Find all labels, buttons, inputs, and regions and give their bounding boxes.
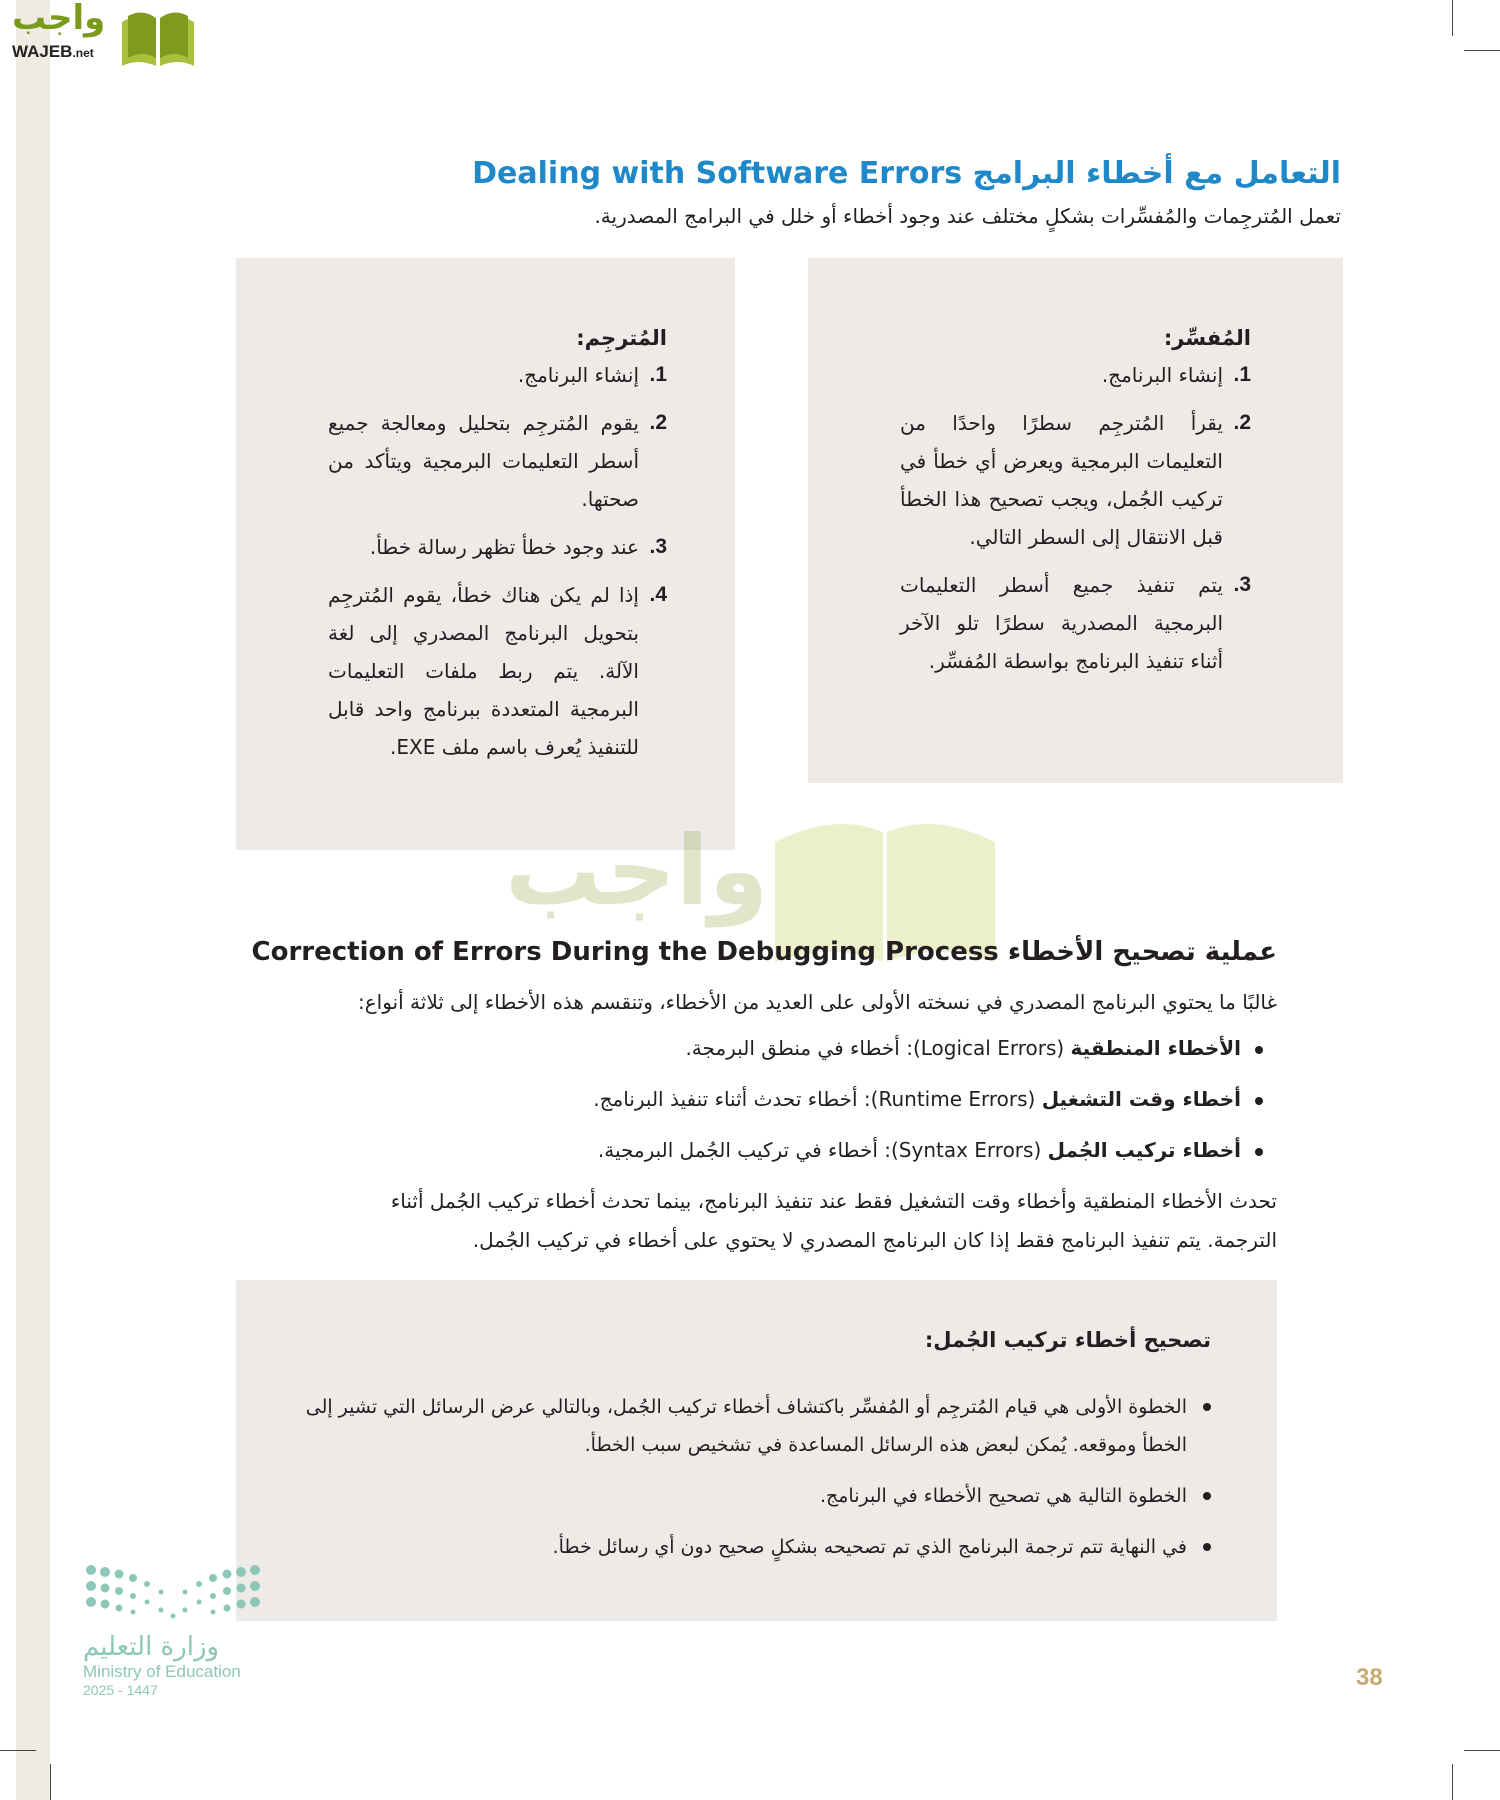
- crop-mark: [1464, 1750, 1500, 1751]
- wajeb-logo: [10, 0, 190, 68]
- ministry-dots-icon: [83, 1564, 263, 1624]
- error-term: أخطاء وقت التشغيل: [1041, 1087, 1241, 1111]
- list-item: [328, 404, 667, 518]
- error-english: (Logical Errors): [912, 1036, 1065, 1060]
- error-type-item: [598, 1138, 1263, 1162]
- list-item: [328, 576, 667, 766]
- section-heading: عملية تصحيح الأخطاء Correction of Errors During the Debugging Process: [251, 937, 1277, 967]
- crop-mark: [0, 1750, 36, 1751]
- item-text: عند وجود خطأ تظهر رسالة خطأ.: [369, 535, 639, 559]
- bullet-icon: [1255, 1046, 1263, 1054]
- list-item: [900, 356, 1251, 394]
- error-term: أخطاء تركيب الجُمل: [1047, 1138, 1241, 1162]
- logo-english-text: WAJEB: [12, 42, 73, 61]
- syntax-fix-heading: تصحيح أخطاء تركيب الجُمل:: [924, 1328, 1211, 1352]
- compiler-heading: المُترجِم:: [576, 326, 667, 350]
- bullet-icon: [1255, 1097, 1263, 1105]
- page-title: التعامل مع أخطاء البرامج Dealing with Software Errors: [472, 156, 1341, 191]
- bullet-icon: [1203, 1403, 1211, 1411]
- syntax-fix-box: [236, 1280, 1277, 1621]
- error-desc: : أخطاء تحدث أثناء تنفيذ البرنامج.: [593, 1087, 871, 1111]
- item-number: 1.: [1233, 363, 1251, 386]
- item-text: إنشاء البرنامج.: [517, 363, 639, 387]
- page-number: 38: [1356, 1664, 1383, 1691]
- svg-text:واجب: واجب: [505, 815, 769, 927]
- list-item: [900, 404, 1251, 556]
- margin-band: [16, 0, 50, 1800]
- bullet-icon: [1255, 1148, 1263, 1156]
- crop-mark: [1452, 0, 1453, 36]
- bullet-text: الخطوة التالية هي تصحيح الأخطاء في البرنامج.: [819, 1485, 1187, 1507]
- item-text: يتم تنفيذ جميع أسطر التعليمات البرمجية المصدرية سطرًا تلو الآخر أثناء تنفيذ البرنامج بواسطة المُفسِّر.: [900, 573, 1223, 673]
- crop-mark: [1464, 50, 1500, 51]
- list-item: [900, 566, 1251, 680]
- logo-english: [12, 42, 94, 62]
- item-number: 4.: [649, 583, 667, 606]
- bullet-item: [553, 1528, 1211, 1566]
- list-item: [328, 528, 667, 566]
- intro-paragraph: غالبًا ما يحتوي البرنامج المصدري في نسخته الأولى على العديد من الأخطاء، وتنقسم هذه الأخطاء إلى ثلاثة أنواع:: [357, 990, 1277, 1014]
- item-number: 2.: [649, 411, 667, 434]
- item-number: 1.: [649, 363, 667, 386]
- error-desc: : أخطاء في منطق البرمجة.: [685, 1036, 913, 1060]
- item-text: إذا لم يكن هناك خطأ، يقوم المُترجِم بتحويل البرنامج المصدري إلى لغة الآلة. يتم ربط ملفات التعليمات البرمجية المتعددة ببرنامج واحد قابل للتنفيذ يُعرف باسم ملف EXE.: [328, 583, 639, 759]
- item-number: 3.: [1233, 573, 1251, 596]
- error-desc: : أخطاء في تركيب الجُمل البرمجية.: [597, 1138, 891, 1162]
- logo-suffix: .net: [72, 46, 94, 60]
- item-number: 2.: [1233, 411, 1251, 434]
- error-type-item: [685, 1036, 1263, 1060]
- item-text: يقوم المُترجِم بتحليل ومعالجة جميع أسطر التعليمات البرمجية ويتأكد من صحتها.: [328, 411, 639, 511]
- compiler-box: [236, 258, 735, 850]
- error-english: (Syntax Errors): [890, 1138, 1042, 1162]
- bullet-icon: [1203, 1492, 1211, 1500]
- ministry-arabic: وزارة التعليم: [83, 1632, 220, 1662]
- page-subtitle: تعمل المُترجِمات والمُفسِّرات بشكلٍ مختلف عند وجود أخطاء أو خلل في البرامج المصدرية.: [594, 204, 1341, 228]
- error-term: الأخطاء المنطقية: [1070, 1036, 1241, 1060]
- bullet-item: [296, 1388, 1211, 1464]
- bullet-icon: [1203, 1543, 1211, 1551]
- error-english: (Runtime Errors): [870, 1087, 1036, 1111]
- list-item: [328, 356, 667, 394]
- logo-arabic: واجب: [12, 0, 106, 38]
- ministry-logo: [83, 1564, 273, 1698]
- error-type-item: [593, 1087, 1263, 1111]
- ministry-year: 2025 - 1447: [83, 1682, 158, 1698]
- item-text: يقرأ المُترجِم سطرًا واحدًا من التعليمات البرمجية ويعرض أي خطأ في تركيب الجُمل، ويجب تصحيح هذا الخطأ قبل الانتقال إلى السطر التالي.: [900, 411, 1223, 549]
- ministry-english: Ministry of Education: [83, 1662, 241, 1681]
- item-number: 3.: [649, 535, 667, 558]
- summary-paragraph-line: الترجمة. يتم تنفيذ البرنامج فقط إذا كان البرنامج المصدري لا يحتوي على أخطاء في تركيب الجُمل.: [472, 1228, 1277, 1252]
- crop-mark: [1452, 1764, 1453, 1800]
- bullet-text: الخطوة الأولى هي قيام المُترجِم أو المُفسِّر باكتشاف أخطاء تركيب الجُمل، وبالتالي عرض الرسائل التي تشير إلى الخطأ وموقعه. يُمكن لبعض هذه الرسائل المساعدة في تشخيص سبب الخطأ.: [305, 1396, 1187, 1456]
- bullet-item: [820, 1477, 1211, 1515]
- crop-mark: [50, 1764, 51, 1800]
- interpreter-box: [808, 258, 1343, 783]
- summary-paragraph-line: تحدث الأخطاء المنطقية وأخطاء وقت التشغيل فقط عند تنفيذ البرنامج، بينما تحدث أخطاء تركيب الجُمل أثناء: [390, 1189, 1277, 1213]
- book-icon: [118, 8, 198, 68]
- interpreter-heading: المُفسِّر:: [1163, 326, 1251, 350]
- bullet-text: في النهاية تتم ترجمة البرنامج الذي تم تصحيحه بشكلٍ صحيح دون أي رسائل خطأ.: [552, 1536, 1187, 1558]
- item-text: إنشاء البرنامج.: [1101, 363, 1223, 387]
